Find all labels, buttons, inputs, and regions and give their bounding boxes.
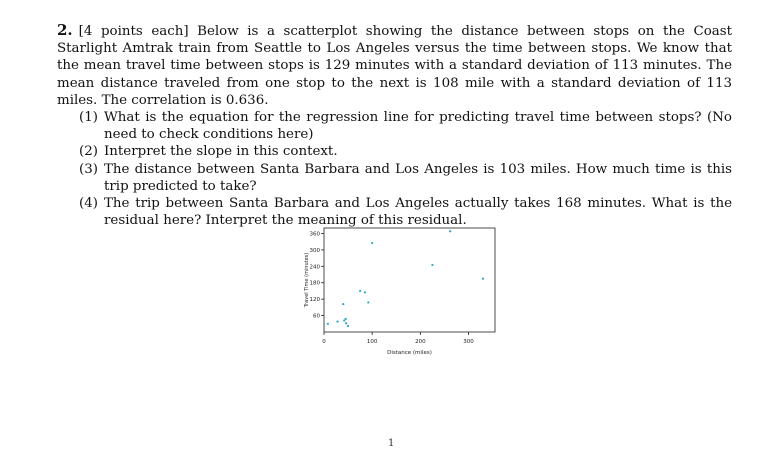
problem-2 [57, 22, 732, 229]
question-text: The trip between Santa Barbara and Los Angeles actually takes 168 minutes. What is the residual here? Interpret the meaning of this residual. [104, 196, 732, 229]
question-number: (4) [79, 196, 98, 212]
data-point [364, 291, 366, 293]
question-item [57, 109, 732, 143]
x-tick-label: 300 [463, 339, 474, 345]
data-point [482, 278, 484, 280]
y-axis-label: Travel Time (minutes) [304, 252, 310, 308]
data-point [367, 301, 369, 303]
data-point [342, 303, 344, 305]
data-point [345, 322, 347, 324]
question-list [57, 109, 732, 229]
data-point [347, 325, 349, 327]
data-point [371, 242, 373, 244]
page-number: 1 [388, 438, 395, 449]
scatterplot [300, 224, 500, 364]
x-axis-label: Distance (miles) [387, 350, 432, 356]
question-text: What is the equation for the regression line for predicting travel time between stops? (No need to check conditions here) [104, 110, 732, 143]
question-number: (2) [79, 144, 98, 160]
data-point [327, 323, 329, 325]
y-tick-label: 60 [313, 313, 320, 320]
x-tick-label: 0 [322, 339, 326, 345]
problem-text: [4 points each] Below is a scatterplot showing the distance between stops on the Coast Starlight Amtrak train from Seattle to Los Angeles versus the time between stops. We know that the mean travel time between stops is 129 minutes with a standard deviation of 113 minutes. The mean distance traveled from one stop to the next is 108 mile with a standard deviation of 113 miles. The correlation is 0.636. [57, 24, 732, 108]
y-tick-label: 360 [309, 231, 320, 238]
y-tick-label: 180 [309, 280, 320, 287]
y-tick-label: 120 [309, 297, 320, 304]
question-number: (1) [79, 110, 98, 126]
problem-number: 2. [57, 21, 73, 39]
data-point [336, 321, 338, 323]
plot-frame [324, 228, 495, 332]
data-point [359, 290, 361, 292]
data-point [431, 264, 433, 266]
question-item [57, 143, 732, 160]
question-text: The distance between Santa Barbara and Los Angeles is 103 miles. How much time is this trip predicted to take? [104, 161, 732, 194]
data-point [343, 319, 345, 321]
question-number: (3) [79, 161, 98, 177]
y-tick-label: 300 [309, 247, 320, 254]
x-tick-label: 200 [415, 339, 426, 345]
y-tick-label: 240 [309, 264, 320, 271]
problem-intro [57, 22, 732, 109]
question-item [57, 161, 732, 195]
x-tick-label: 100 [366, 339, 378, 345]
data-point [345, 318, 347, 320]
data-point [449, 230, 451, 232]
question-text: Interpret the slope in this context. [104, 144, 338, 160]
